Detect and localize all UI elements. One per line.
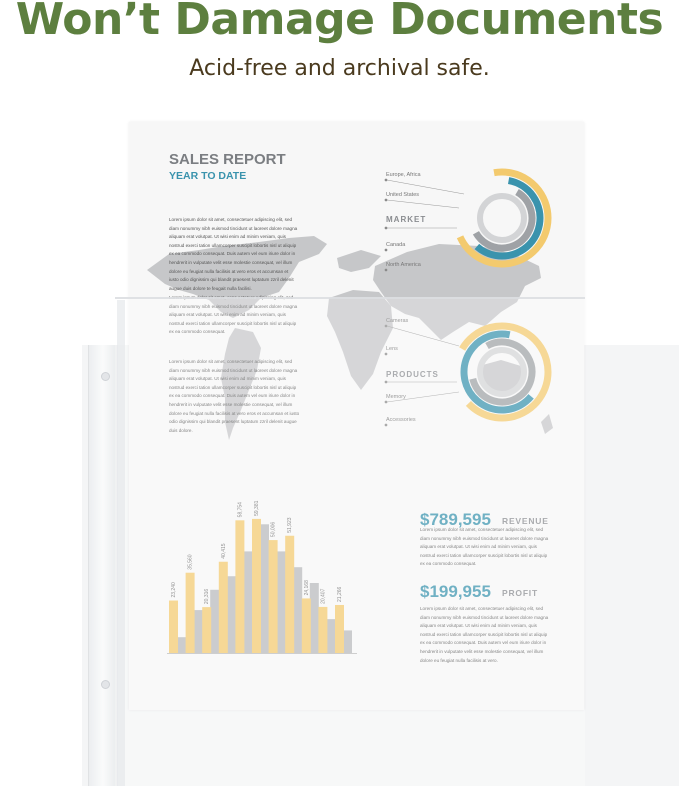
products-item: Accessories xyxy=(386,417,416,423)
report-subtitle: YEAR TO DATE xyxy=(169,170,247,182)
bar-value-label: 21,266 xyxy=(337,586,343,602)
report-paragraph: Lorem ipsum dolor sit amet, consectetuer adipiscing elit, sed diam nonummy nibh euismod tincidunt ut laoreet dolore magna aliquam erat volutpat. Ut wisi enim ad minim veniam, quis nostrud exerci tation ullamcorper suscipit lobortis nisl ut aliquip ex ea commodo consequat. Duis autem vel eum iriure dolor in hendrerit in vulputate velit esse molestie consequat, vel illum dolore eu feugiat nulla facilisis at vero eros et accumsan et iusto odio dignissim qui blandit praesent luptatum zzril delenit augue duis dolore te feugait nulla facilisi. xyxy=(169,217,298,291)
sheet-protector-reinforced-strip xyxy=(88,345,118,786)
sheet-protector-front xyxy=(115,297,585,788)
bar-value-label: 50,006 xyxy=(270,521,277,538)
revenue-value: $789,595 xyxy=(420,510,491,529)
market-item: United States xyxy=(386,192,420,198)
products-label: PRODUCTS xyxy=(386,370,439,379)
sheet-protector-edge xyxy=(117,300,125,786)
market-item: North America xyxy=(386,262,421,268)
report-title: SALES REPORT xyxy=(169,151,286,168)
bar-value-label: 20,407 xyxy=(320,588,327,604)
bar-value-label: 20,316 xyxy=(204,588,211,605)
revenue-text: Lorem ipsum dolor sit amet, consectetuer adipiscing elit, sed diam nonummy nibh euismod tincidunt ut laoreet dolore magna aliquam erat volutpat. Ut wisi enim ad minim veniam, quis nostrud exerci tation ullamcorper suscipit lobortis nisl ut aliquip ex ea commodo consequat. xyxy=(420,527,549,567)
subheadline: Acid-free and archival safe. xyxy=(189,56,490,81)
bar-value-label: 23,240 xyxy=(171,582,177,598)
report-paragraph: Lorem ipsum dolor sit amet, consectetuer adipiscing elit, sed diam nonummy nibh euismod tincidunt ut laoreet dolore magna aliquam erat volutpat. Ut wisi enim ad minim veniam, quis nostrud exerci tation ullamcorper suscipit lobortis nisl ut aliquip ex ea commodo consequat. Duis autem vel eum iriure dolor in hendrerit in vulputate velit esse molestie consequat, vel illum dolore eu feugiat nulla facilisis at vero eros et accumsan et iusto odio dignissim qui blandit praesent luptatum zzril delenit augue duis dolore. xyxy=(169,359,300,433)
bar-value-label: 51,923 xyxy=(287,517,294,533)
bar-value-label: 35,560 xyxy=(187,554,194,570)
market-item: Canada xyxy=(386,242,406,248)
profit-value: $199,955 xyxy=(420,582,491,601)
market-label: MARKET xyxy=(386,215,427,224)
products-item: Lens xyxy=(386,346,398,352)
punch-hole xyxy=(101,680,110,689)
revenue-label: REVENUE xyxy=(502,516,549,526)
bar-value-label: 24,168 xyxy=(303,580,310,596)
bar-value-label: 58,754 xyxy=(237,502,244,518)
profit-label: PROFIT xyxy=(502,588,538,598)
headline: Won’t Damage Documents xyxy=(15,0,664,45)
market-item: Europe, Africa xyxy=(386,172,421,178)
report-paragraph: Lorem ipsum dolor sit amet, cons ectetuer adipiscing elit, sed diam nonummy nibh euismod tincidunt ut laoreet dolore magna aliquam erat volutpat. Ut wisi enim ad minim veniam, quis nostrud exerci tation ullamcorper suscipit lobortis nisl ut aliquip ex ea commodo consequat. xyxy=(169,295,298,335)
bar-value-label: 40,415 xyxy=(220,543,227,559)
products-item: Cameras xyxy=(386,318,409,324)
products-item: Memory xyxy=(386,394,406,400)
profit-text: Lorem ipsum dolor sit amet, consectetuer adipiscing elit, sed diam nonummy nibh euismod tincidunt ut laoreet dolore magna aliquam erat volutpat. Ut wisi enim ad minim veniam, quis nostrud exerci tation ullamcorper suscipit lobortis nisl ut aliquip ex ea commodo consequat. Duis autem vel eum iriure dolor in hendrerit in vulputate velit esse molestie consequat, vel illum dolore eu feugiat nulla facilisis at vero. xyxy=(420,606,549,663)
punch-hole xyxy=(101,372,110,381)
bar-value-label: 59,381 xyxy=(254,500,260,516)
